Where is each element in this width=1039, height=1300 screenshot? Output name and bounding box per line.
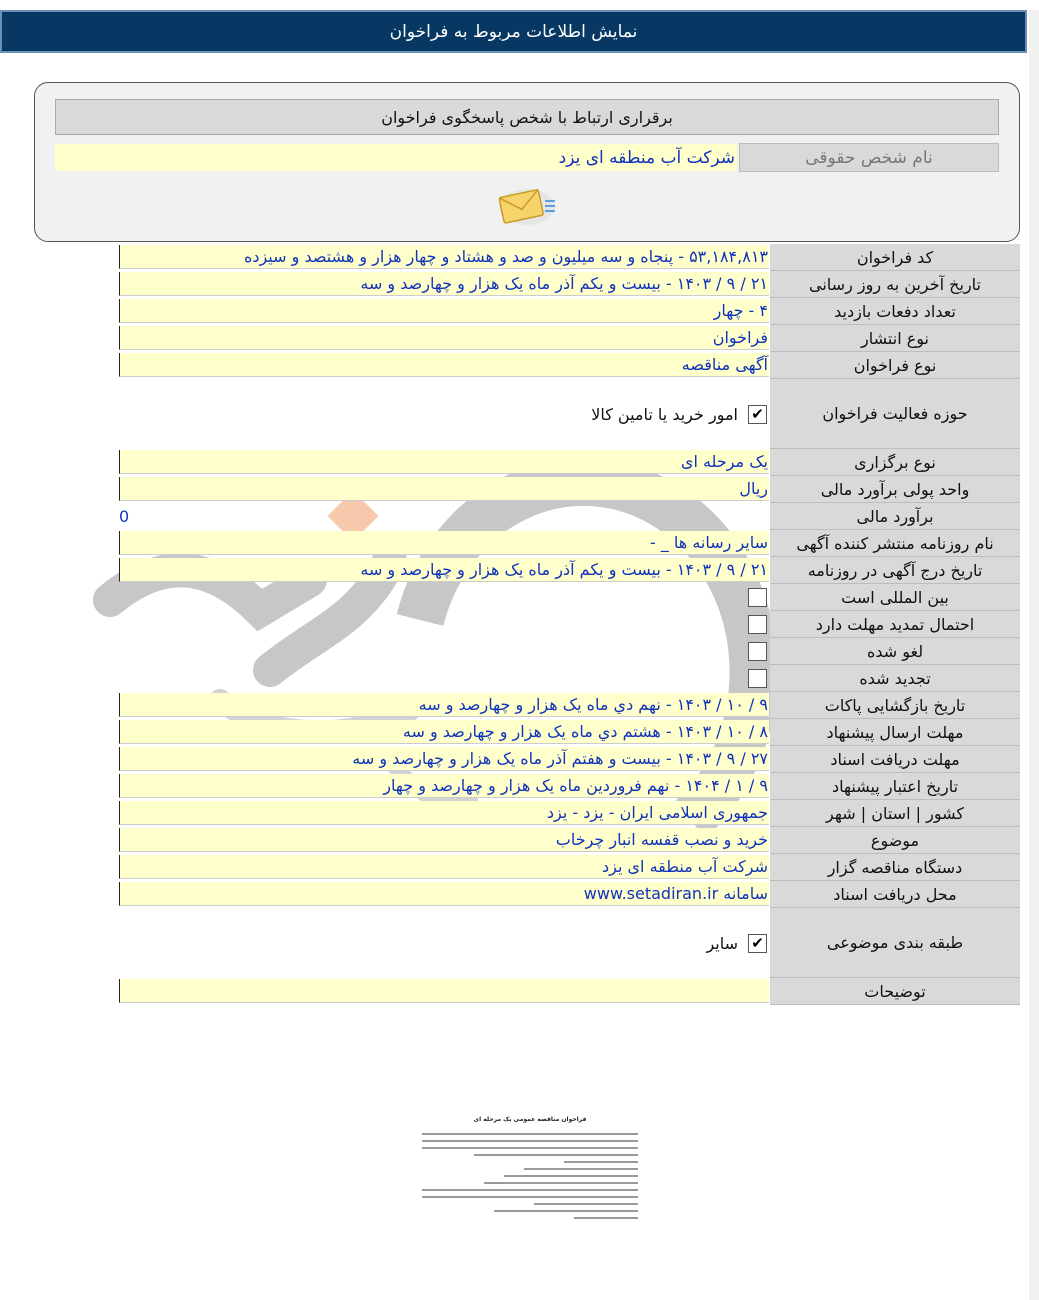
newspaper-date-label: تاریخ درج آگهی در روزنامه bbox=[770, 557, 1020, 584]
attachment-title: فراخوان مناقصه عمومی یک مرحله ای bbox=[473, 1116, 587, 1123]
doc-place-label: محل دریافت اسناد bbox=[770, 881, 1020, 908]
row-last-update bbox=[119, 271, 1020, 298]
details-table bbox=[119, 244, 1020, 1005]
row-visits bbox=[119, 298, 1020, 325]
right-edge bbox=[1029, 10, 1039, 1300]
contact-panel bbox=[34, 82, 1020, 242]
extension-checkbox[interactable] bbox=[748, 615, 767, 634]
row-international bbox=[119, 584, 1020, 611]
visits-label: تعداد دفعات بازدید bbox=[770, 298, 1020, 325]
organizer-label: دستگاه مناقصه گزار bbox=[770, 854, 1020, 881]
publish-type-label: نوع انتشار bbox=[770, 325, 1020, 352]
last-update-label: تاریخ آخرین به روز رسانی bbox=[770, 271, 1020, 298]
international-label: بین المللی است bbox=[770, 584, 1020, 611]
code-value: ۵۳,۱۸۴,۸۱۳ - پنجاه و سه میلیون و صد و هشتاد و چهار هزار و هشتصد و سیزده bbox=[119, 245, 769, 269]
category-checkbox[interactable]: ✔ bbox=[748, 934, 767, 953]
opening-date-label: تاریخ بازگشایی پاکات bbox=[770, 692, 1020, 719]
description-value bbox=[119, 979, 769, 1003]
newspaper-label: نام روزنامه منتشر کننده آگهی bbox=[770, 530, 1020, 557]
legal-person-value: شرکت آب منطقه ای یزد bbox=[55, 144, 737, 171]
row-estimate bbox=[119, 503, 1020, 530]
submit-deadline-label: مهلت ارسال پیشنهاد bbox=[770, 719, 1020, 746]
row-newspaper bbox=[119, 530, 1020, 557]
row-renewed bbox=[119, 665, 1020, 692]
attachment-image[interactable] bbox=[414, 1104, 646, 1300]
page-title: نمایش اطلاعات مربوط به فراخوان bbox=[389, 21, 638, 42]
subject-value: خرید و نصب قفسه انبار چرخاب bbox=[119, 828, 769, 852]
validity-label: تاریخ اعتبار پیشنهاد bbox=[770, 773, 1020, 800]
activity-label: حوزه فعالیت فراخوان bbox=[770, 379, 1020, 449]
description-label: توضیحات bbox=[770, 978, 1020, 1005]
activity-option: امور خرید یا تامین کالا bbox=[591, 404, 738, 424]
row-location bbox=[119, 800, 1020, 827]
doc-deadline-label: مهلت دریافت اسناد bbox=[770, 746, 1020, 773]
estimate-label: برآورد مالی bbox=[770, 503, 1020, 530]
row-subject bbox=[119, 827, 1020, 854]
envelope-icon[interactable] bbox=[495, 183, 559, 227]
category-option: سایر bbox=[706, 933, 738, 953]
holding-type-label: نوع برگزاری bbox=[770, 449, 1020, 476]
international-checkbox[interactable] bbox=[748, 588, 767, 607]
row-doc-deadline bbox=[119, 746, 1020, 773]
row-holding-type bbox=[119, 449, 1020, 476]
row-newspaper-date bbox=[119, 557, 1020, 584]
row-activity bbox=[119, 379, 1020, 449]
submit-deadline-value: ۸ / ۱۰ / ۱۴۰۳ - هشتم دي ماه یک هزار و چهارصد و سه bbox=[119, 720, 769, 744]
row-publish-type bbox=[119, 325, 1020, 352]
code-label: کد فراخوان bbox=[770, 244, 1020, 271]
extension-label: احتمال تمدید مهلت دارد bbox=[770, 611, 1020, 638]
row-submit-deadline bbox=[119, 719, 1020, 746]
currency-value: ریال bbox=[119, 477, 769, 501]
renewed-label: تجدید شده bbox=[770, 665, 1020, 692]
row-category bbox=[119, 908, 1020, 978]
opening-date-value: ۹ / ۱۰ / ۱۴۰۳ - نهم دي ماه یک هزار و چهارصد و سه bbox=[119, 693, 769, 717]
renewed-checkbox[interactable] bbox=[748, 669, 767, 688]
row-doc-place bbox=[119, 881, 1020, 908]
holding-type-value: یک مرحله ای bbox=[119, 450, 769, 474]
page-header bbox=[0, 10, 1027, 53]
row-cancelled bbox=[119, 638, 1020, 665]
row-opening-date bbox=[119, 692, 1020, 719]
last-update-value: ۲۱ / ۹ / ۱۴۰۳ - بیست و یکم آذر ماه یک هزار و چهارصد و سه bbox=[119, 272, 769, 296]
contact-title: برقراری ارتباط با شخص پاسخگوی فراخوان bbox=[55, 99, 999, 135]
row-currency bbox=[119, 476, 1020, 503]
organizer-value: شرکت آب منطقه ای یزد bbox=[119, 855, 769, 879]
call-type-value: آگهی مناقصه bbox=[119, 353, 769, 377]
activity-checkbox[interactable]: ✔ bbox=[748, 405, 767, 424]
newspaper-date-value: ۲۱ / ۹ / ۱۴۰۳ - بیست و یکم آذر ماه یک هزار و چهارصد و سه bbox=[119, 558, 769, 582]
newspaper-value: سایر رسانه ها _ - bbox=[119, 531, 769, 555]
cancelled-checkbox[interactable] bbox=[748, 642, 767, 661]
location-label: کشور | استان | شهر bbox=[770, 800, 1020, 827]
location-value: جمهوری اسلامی ایران - یزد - یزد bbox=[119, 801, 769, 825]
estimate-value: 0 bbox=[119, 506, 130, 526]
row-description bbox=[119, 978, 1020, 1005]
cancelled-label: لغو شده bbox=[770, 638, 1020, 665]
currency-label: واحد پولی برآورد مالی bbox=[770, 476, 1020, 503]
row-extension bbox=[119, 611, 1020, 638]
visits-value: ۴ - چهار bbox=[119, 299, 769, 323]
row-code bbox=[119, 244, 1020, 271]
publish-type-value: فراخوان bbox=[119, 326, 769, 350]
row-organizer bbox=[119, 854, 1020, 881]
call-type-label: نوع فراخوان bbox=[770, 352, 1020, 379]
row-call-type bbox=[119, 352, 1020, 379]
row-validity bbox=[119, 773, 1020, 800]
subject-label: موضوع bbox=[770, 827, 1020, 854]
legal-person-label: نام شخص حقوقی bbox=[739, 143, 999, 172]
category-label: طبقه بندی موضوعی bbox=[770, 908, 1020, 978]
doc-place-value[interactable]: سامانه www.setadiran.ir bbox=[119, 882, 769, 906]
doc-deadline-value: ۲۷ / ۹ / ۱۴۰۳ - بیست و هفتم آذر ماه یک هزار و چهارصد و سه bbox=[119, 747, 769, 771]
validity-value: ۹ / ۱ / ۱۴۰۴ - نهم فروردین ماه یک هزار و چهارصد و چهار bbox=[119, 774, 769, 798]
